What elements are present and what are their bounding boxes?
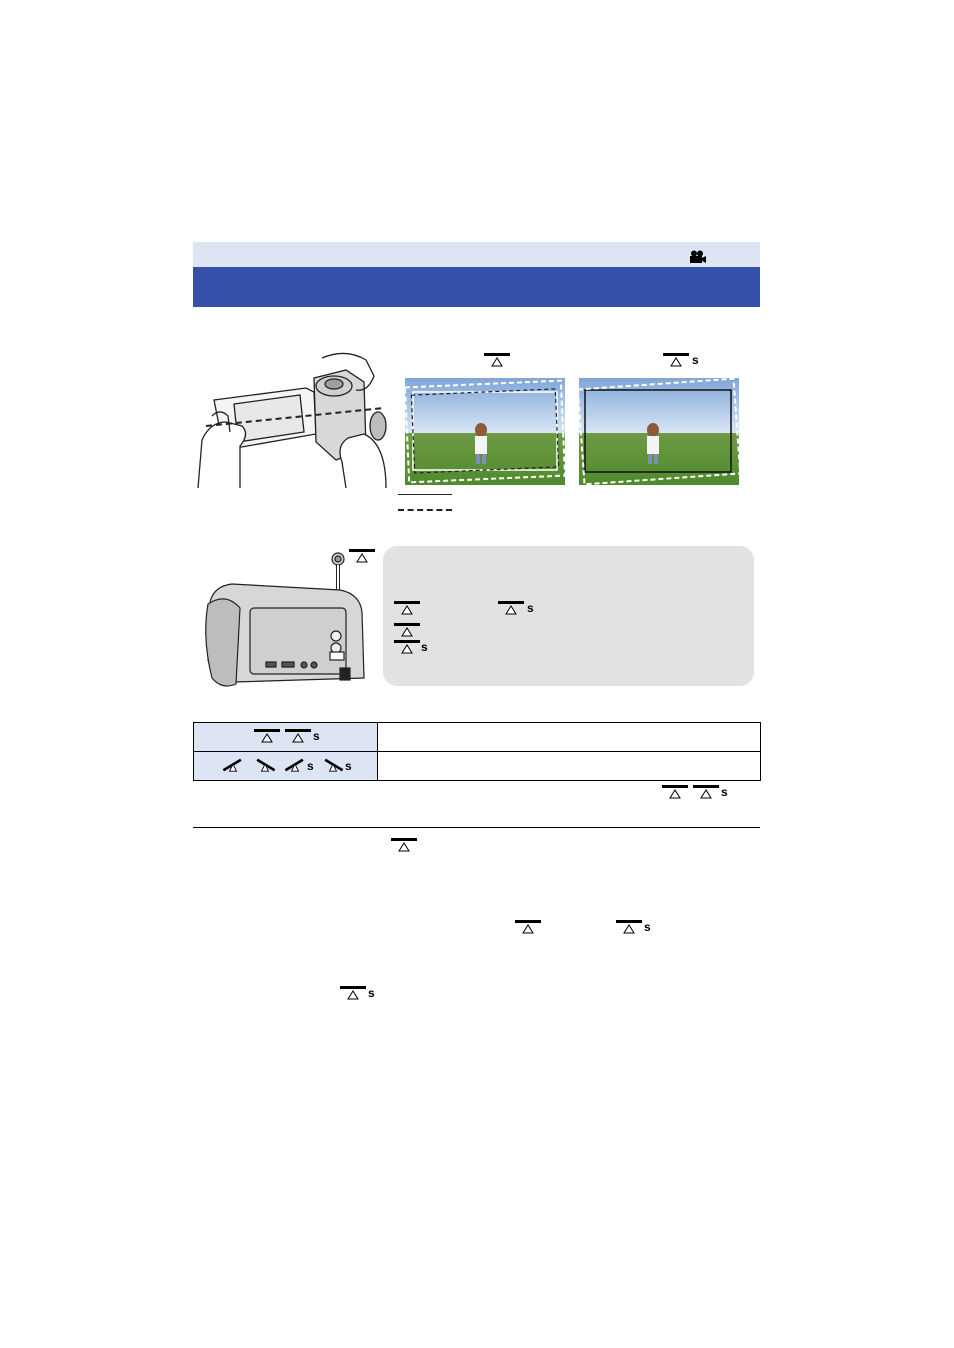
level-s-suffix: s [421, 640, 428, 654]
level-s-suffix: s [313, 729, 320, 743]
mode-table [193, 722, 761, 781]
level-s-suffix: s [345, 759, 352, 773]
level-horizontal-icon [254, 729, 280, 743]
level-horizontal-s-icon [616, 920, 642, 934]
table-row [194, 752, 761, 781]
example-photo-strong [579, 378, 739, 485]
legend-dashed-line [398, 509, 452, 511]
table-value-cell [378, 752, 761, 781]
level-horizontal-s-icon [340, 986, 366, 1000]
section-divider [193, 827, 760, 828]
level-horizontal-s-icon [285, 729, 311, 743]
level-horizontal-s-icon [394, 640, 420, 654]
level-horizontal-icon [394, 601, 420, 615]
level-horizontal-icon [394, 623, 420, 637]
example-photo-standard [405, 378, 565, 485]
movie-camera-icon [689, 250, 707, 264]
level-tilt-left-s-icon [282, 758, 308, 772]
level-horizontal-icon [391, 838, 417, 852]
title-bar [193, 267, 760, 307]
camcorder-side-illustration [200, 548, 372, 690]
camcorder-handheld-illustration [196, 352, 392, 488]
level-horizontal-s-icon [693, 785, 719, 799]
level-tilt-right-icon [252, 758, 278, 772]
level-horizontal-icon [484, 353, 510, 367]
level-s-suffix: s [368, 986, 375, 1000]
table-value-cell [378, 723, 761, 752]
level-tilt-left-icon [220, 758, 246, 772]
level-horizontal-icon [349, 549, 375, 563]
table-key-cell [194, 723, 378, 752]
level-s-suffix: s [692, 353, 699, 367]
table-key-cell [194, 752, 378, 781]
level-s-suffix: s [307, 759, 314, 773]
note-box [383, 546, 754, 686]
table-row [194, 723, 761, 752]
section-header-bar [193, 242, 760, 267]
level-horizontal-s-icon [498, 601, 524, 615]
level-horizontal-icon [515, 920, 541, 934]
legend-solid-line [398, 494, 452, 495]
level-s-suffix: s [644, 920, 651, 934]
level-s-suffix: s [527, 601, 534, 615]
level-horizontal-icon [662, 785, 688, 799]
level-tilt-right-s-icon [320, 758, 346, 772]
level-horizontal-s-icon [663, 353, 689, 367]
level-s-suffix: s [721, 785, 728, 799]
